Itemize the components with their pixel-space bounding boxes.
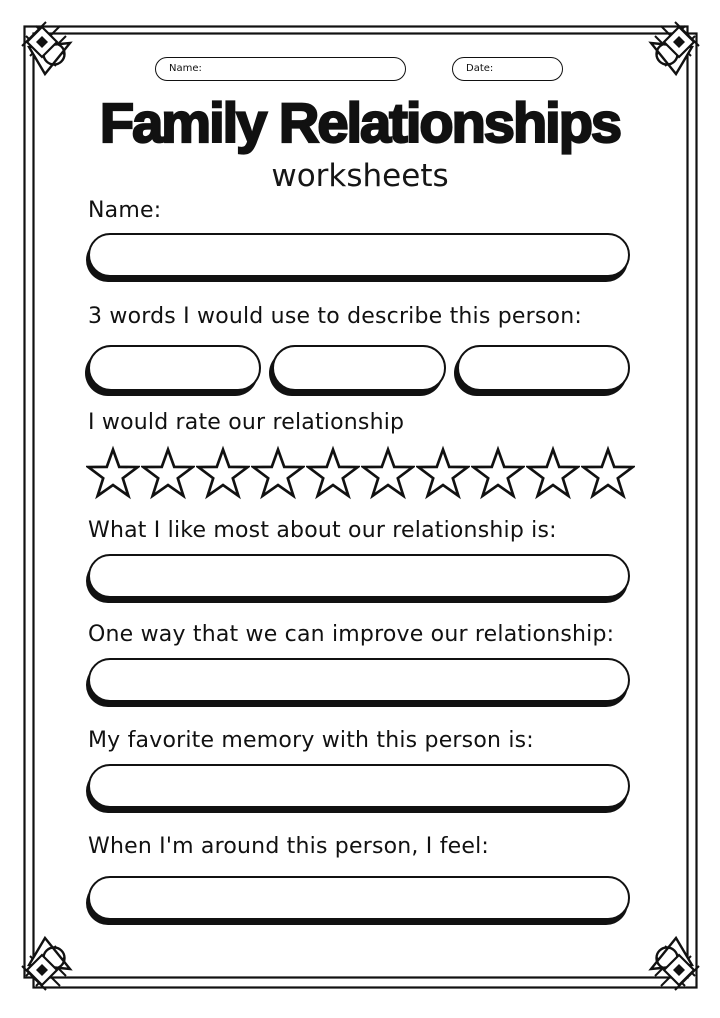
question-improve-label: One way that we can improve our relationship:: [88, 622, 615, 647]
star-icon[interactable]: [196, 444, 250, 502]
answer-blank-describe[interactable]: [88, 345, 261, 391]
star-rating: [86, 444, 638, 504]
answer-blank-describe[interactable]: [457, 345, 630, 391]
page-subtitle: worksheets: [271, 158, 449, 194]
question-rating-label: I would rate our relationship: [88, 410, 405, 435]
top-name-label: Name:: [169, 63, 202, 74]
page-title: Family Relationships: [99, 91, 621, 154]
question-feel-label: When I'm around this person, I feel:: [88, 834, 490, 859]
top-date-label: Date:: [466, 63, 494, 74]
question-name-label: Name:: [88, 198, 162, 223]
answer-blank-like-most[interactable]: [88, 554, 630, 598]
star-icon[interactable]: [306, 444, 360, 502]
question-like-most-label: What I like most about our relationship is:: [88, 518, 557, 543]
star-icon[interactable]: [526, 444, 580, 502]
star-icon[interactable]: [141, 444, 195, 502]
describe-blanks-row: [88, 345, 630, 391]
answer-blank-feel[interactable]: [88, 876, 630, 920]
top-date-field[interactable]: [452, 57, 563, 81]
star-icon[interactable]: [471, 444, 525, 502]
star-icon[interactable]: [581, 444, 635, 502]
star-icon[interactable]: [86, 444, 140, 502]
star-icon[interactable]: [361, 444, 415, 502]
answer-blank-name[interactable]: [88, 233, 630, 277]
top-name-field[interactable]: [155, 57, 406, 81]
star-icon[interactable]: [416, 444, 470, 502]
star-icon[interactable]: [251, 444, 305, 502]
question-describe-label: 3 words I would use to describe this person:: [88, 304, 582, 329]
question-memory-label: My favorite memory with this person is:: [88, 728, 534, 753]
answer-blank-describe[interactable]: [272, 345, 445, 391]
answer-blank-memory[interactable]: [88, 764, 630, 808]
answer-blank-improve[interactable]: [88, 658, 630, 702]
